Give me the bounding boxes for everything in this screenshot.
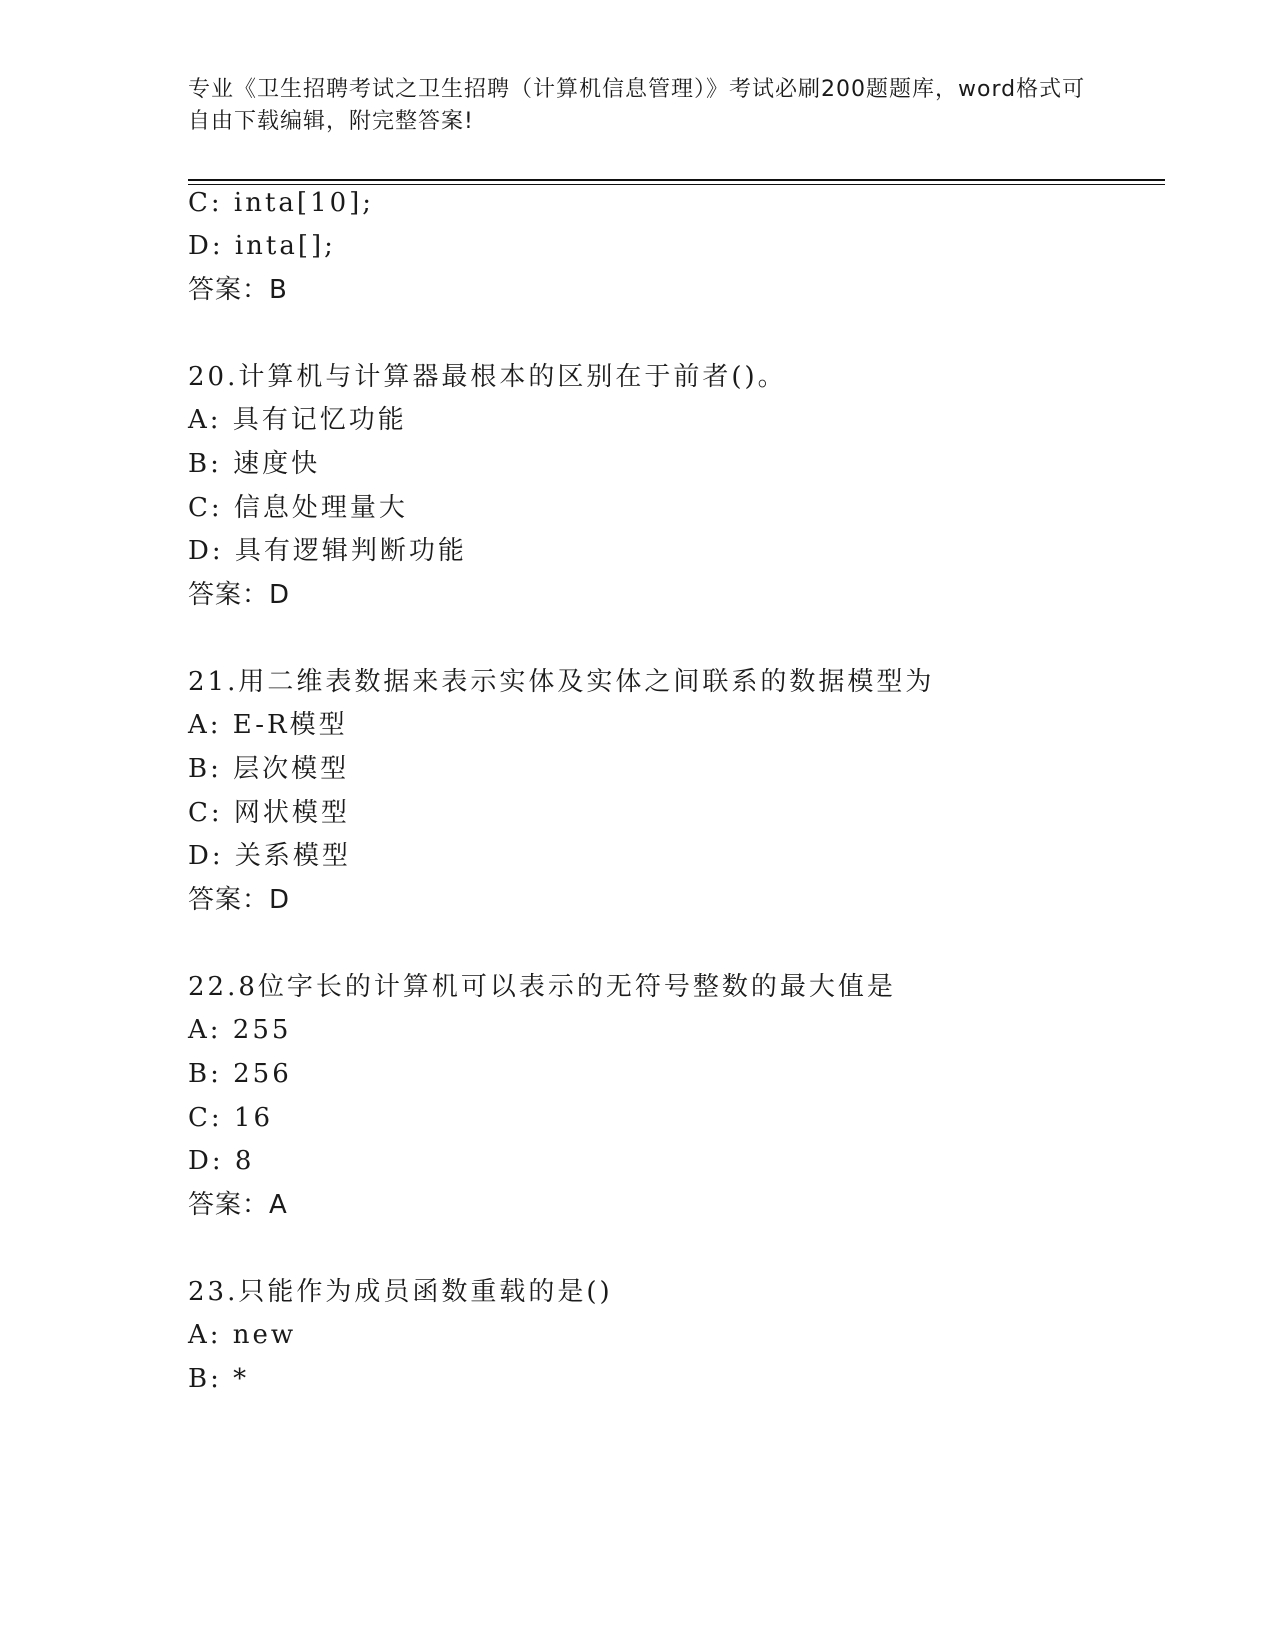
option-c: C: 信息处理量大	[188, 493, 408, 523]
option-c: C: 网状模型	[188, 798, 350, 828]
document-header: 专业《卫生招聘考试之卫生招聘（计算机信息管理）》考试必刷200题题库，word格式可自由下载编辑，附完整答案!	[188, 77, 1086, 134]
option-b: B: 256	[188, 1059, 292, 1089]
option-a: A: E-R模型	[188, 710, 348, 740]
option-d: D: 8	[188, 1146, 255, 1176]
question-stem: 21.用二维表数据来表示实体及实体之间联系的数据模型为	[188, 667, 935, 697]
option-a: A: new	[188, 1320, 297, 1350]
question-stem: 23.只能作为成员函数重载的是()	[188, 1277, 613, 1307]
header-rule-thick	[188, 179, 1165, 181]
option-a: A: 255	[188, 1015, 292, 1045]
question-stem: 20.计算机与计算器最根本的区别在于前者()。	[188, 362, 787, 392]
answer: 答案：D	[188, 885, 291, 915]
option-b: B: 层次模型	[188, 754, 350, 784]
answer: 答案：B	[188, 275, 288, 305]
option-a: A: 具有记忆功能	[188, 405, 407, 435]
answer: 答案：D	[188, 580, 291, 610]
option-c: C: inta[10];	[188, 188, 375, 218]
option-b: B: 速度快	[188, 449, 321, 479]
question-stem: 22.8位字长的计算机可以表示的无符号整数的最大值是	[188, 972, 896, 1002]
answer: 答案：A	[188, 1190, 288, 1220]
option-d: D: 具有逻辑判断功能	[188, 536, 467, 566]
option-d: D: inta[];	[188, 231, 336, 261]
header-rule-thin	[188, 184, 1165, 185]
option-d: D: 关系模型	[188, 841, 351, 871]
option-b: B: *	[188, 1364, 250, 1394]
option-c: C: 16	[188, 1103, 274, 1133]
